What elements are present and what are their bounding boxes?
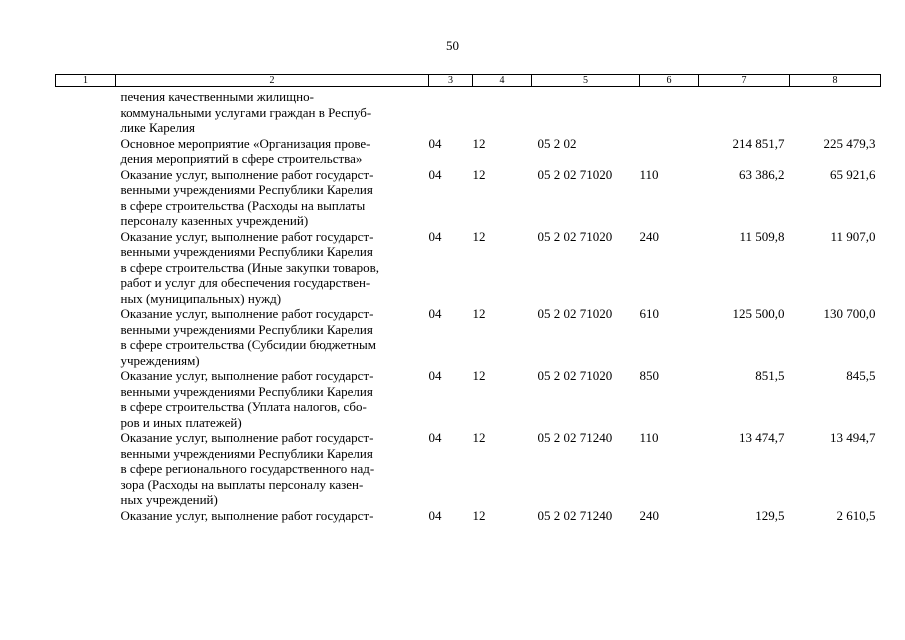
expense-type-cell: 240 <box>639 507 659 523</box>
amount-year1-cell: 63 386,2 <box>739 166 785 182</box>
section-code-cell: 04 <box>428 507 442 523</box>
subsection-code-cell: 12 <box>472 135 486 151</box>
target-article-cell: 05 2 02 71020 <box>537 368 613 383</box>
empty-cell <box>56 136 116 167</box>
table-row <box>56 306 881 368</box>
target-article-cell: 05 2 02 71020 <box>537 166 613 182</box>
amount-year2-cell: 2 610,5 <box>836 507 876 523</box>
amount-year2-cell: 130 700,0 <box>823 306 876 321</box>
column-header: 2 <box>116 75 429 87</box>
section-code-cell: 04 <box>428 430 442 445</box>
amount-year2-cell: 845,5 <box>846 368 876 383</box>
expense-type-cell <box>640 136 699 167</box>
column-header: 6 <box>640 75 699 87</box>
amount-year2-cell: 225 479,3 <box>823 135 876 151</box>
subsection-code-cell: 12 <box>472 430 486 445</box>
section-code-cell: 04 <box>428 306 442 321</box>
section-code-cell: 04 <box>428 228 442 244</box>
target-article-cell <box>532 87 640 136</box>
expense-type-cell <box>640 87 699 136</box>
subsection-code-cell: 12 <box>472 228 486 244</box>
subsection-code-cell: 12 <box>472 306 486 321</box>
empty-cell <box>56 508 116 524</box>
section-code-cell: 04 <box>428 368 442 383</box>
expense-name-cell: Основное мероприятие «Организация прове- дения мероприятий в сфере строительства» <box>120 135 371 166</box>
table-row <box>56 229 881 307</box>
expense-type-cell: 850 <box>639 368 659 383</box>
target-article-cell: 05 2 02 71020 <box>537 228 613 244</box>
section-code-cell: 04 <box>428 166 442 182</box>
expense-name-cell: Оказание услуг, выполнение работ государст- венными учреждениями Республики Карелия в сфере регионального государственного над- зора (Расходы на выплаты персоналу казен- ных учреждений) <box>120 430 375 507</box>
column-header: 8 <box>790 75 881 87</box>
amount-year2-cell: 13 494,7 <box>830 430 876 445</box>
empty-cell <box>56 167 116 229</box>
expense-type-cell: 610 <box>639 306 659 321</box>
empty-cell <box>56 87 116 136</box>
target-article-cell: 05 2 02 71240 <box>537 507 613 523</box>
amount-year1-cell: 13 474,7 <box>739 430 785 445</box>
amount-year1-cell: 851,5 <box>755 368 785 383</box>
amount-year2-cell <box>790 87 881 136</box>
subsection-code-cell: 12 <box>472 368 486 383</box>
subsection-code-cell: 12 <box>472 507 486 523</box>
amount-year2-cell: 11 907,0 <box>830 228 876 244</box>
expense-name-cell: Оказание услуг, выполнение работ государст- венными учреждениями Республики Карелия в сфере строительства (Иные закупки товаров, работ и услуг для обеспечения государствен- ных (муниципальных) нужд) <box>120 228 379 306</box>
table-row <box>56 167 881 229</box>
empty-cell <box>56 229 116 307</box>
empty-cell <box>56 306 116 368</box>
section-code-cell <box>429 87 473 136</box>
expense-name-cell: печения качественными жилищно- коммунальными услугами граждан в Респуб- лике Карелия <box>120 89 372 135</box>
page-number: 50 <box>446 38 459 53</box>
column-header: 5 <box>532 75 640 87</box>
amount-year1-cell <box>699 87 790 136</box>
table-row <box>56 87 881 136</box>
amount-year1-cell: 129,5 <box>755 507 785 523</box>
expense-type-cell: 110 <box>639 430 659 445</box>
amount-year1-cell: 125 500,0 <box>732 306 785 321</box>
expense-name-cell: Оказание услуг, выполнение работ государст- венными учреждениями Республики Карелия в сфере строительства (Расходы на выплаты персоналу казенных учреждений) <box>120 166 374 228</box>
expense-name-cell: Оказание услуг, выполнение работ государст- <box>120 507 374 523</box>
column-header: 1 <box>56 75 116 87</box>
expense-name-cell: Оказание услуг, выполнение работ государст- венными учреждениями Республики Карелия в сфере строительства (Субсидии бюджетным учреждениям) <box>120 306 376 368</box>
expense-type-cell: 110 <box>639 166 659 182</box>
column-header: 4 <box>473 75 532 87</box>
amount-year1-cell: 214 851,7 <box>732 135 785 151</box>
column-header: 3 <box>429 75 473 87</box>
subsection-code-cell: 12 <box>472 166 486 182</box>
column-header: 7 <box>699 75 790 87</box>
table-header-row <box>56 75 881 87</box>
subsection-code-cell <box>473 87 532 136</box>
empty-cell <box>56 368 116 430</box>
section-code-cell: 04 <box>428 135 442 151</box>
table-row <box>56 136 881 167</box>
target-article-cell: 05 2 02 71240 <box>537 430 613 445</box>
target-article-cell: 05 2 02 <box>537 135 577 151</box>
table-row <box>56 368 881 430</box>
empty-cell <box>56 430 116 508</box>
table-row <box>56 508 881 524</box>
amount-year2-cell: 65 921,6 <box>830 166 876 182</box>
expense-type-cell: 240 <box>639 228 659 244</box>
table-row <box>56 430 881 508</box>
target-article-cell: 05 2 02 71020 <box>537 306 613 321</box>
amount-year1-cell: 11 509,8 <box>739 228 785 244</box>
budget-table <box>55 74 881 523</box>
expense-name-cell: Оказание услуг, выполнение работ государст- венными учреждениями Республики Карелия в сфере строительства (Уплата налогов, сбо- ров и иных платежей) <box>120 368 374 430</box>
